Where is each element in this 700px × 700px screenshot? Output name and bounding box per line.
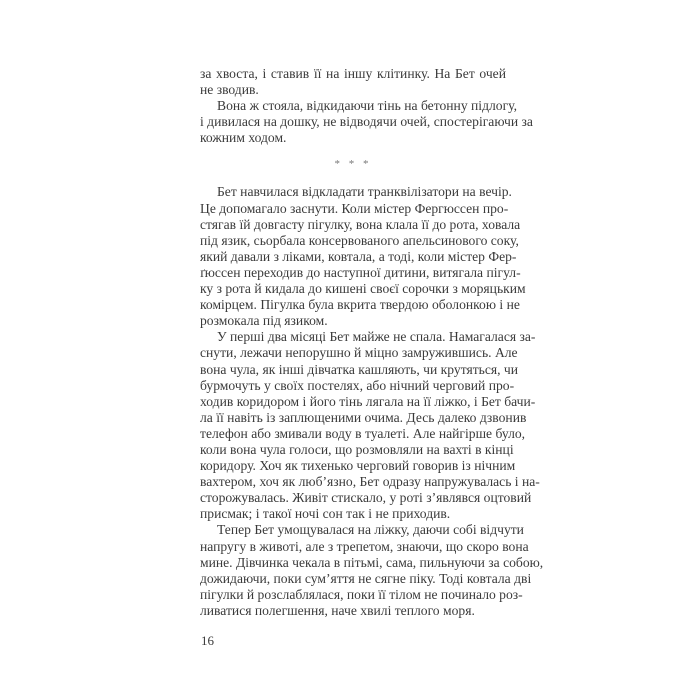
paragraph: [200, 522, 544, 619]
text-line: Це допомагало заснути. Коли містер Фергюссен про-: [200, 200, 509, 216]
text-line: снути, лежачи непорушно й міцно замружившись. Але: [200, 345, 518, 361]
text-line: який давали з ліками, ковтала, а тоді, коли містер Фер-: [200, 248, 517, 264]
paragraph: [200, 98, 533, 146]
text-line: присмак; і такої ночі сон так і не приходив.: [200, 506, 451, 522]
page-number: 16: [201, 633, 214, 648]
paragraph: [200, 66, 506, 98]
text-line: вона чула, як інші дівчатка кашляють, чи крутяться, чи: [200, 361, 519, 377]
text-line: Бет навчилася відкладати транквілізатори на вечір.: [217, 184, 512, 200]
text-line: пігулки й розслаблялася, поки її тілом не починало роз-: [200, 586, 523, 602]
text-line: за хвоста, і ставив її на іншу клітинку. На Бет очей: [200, 66, 506, 81]
paragraph: [200, 329, 540, 522]
text-line: розмокала під язиком.: [200, 313, 328, 329]
text-line: ходив коридором і його тінь лягала на її ліжко, і Бет бачи-: [200, 393, 536, 409]
paragraph: [200, 184, 526, 329]
text-line: ґюссен переходив до наступної дитини, витягала пігул-: [200, 264, 521, 280]
text-line: напругу в животі, але з трепетом, знаючи, що скоро вона: [200, 538, 529, 554]
text-line: У перші два місяці Бет майже не спала. Намагалася за-: [217, 329, 536, 345]
text-line: Вона ж стояла, відкидаючи тінь на бетонну підлогу,: [217, 98, 517, 114]
text-line: і дивилася на дошку, не відводячи очей, спостерігаючи за: [200, 114, 533, 130]
text-line: ла її навіть із заплющеними очима. Десь далеко дзвонив: [200, 409, 527, 425]
text-line: телефон або змивали воду в туалеті. Але найгірше було,: [200, 425, 526, 441]
text-line: дожидаючи, поки сум’яття не сягне піку. Тоді ковтала дві: [200, 570, 532, 586]
text-line: стягав їй довгасту пігулку, вона клала її до рота, ховала: [200, 216, 521, 232]
text-line: коли вона чула голоси, що розмовляли на вахті в кінці: [200, 441, 514, 457]
text-line: не зводив.: [200, 82, 259, 98]
text-line: вахтером, хоч як люб’язно, Бет одразу напружувалась і на-: [200, 474, 540, 490]
text-line: ку з рота й кидала до кишені своєї сорочки з моряцьким: [200, 281, 526, 297]
text-line: сторожувалась. Живіт стискало, у роті з’являвся оцтовий: [200, 490, 532, 506]
text-line: ливатися полегшення, наче хвилі теплого моря.: [200, 602, 475, 618]
text-line: кожним ходом.: [200, 130, 287, 146]
book-page-text: [200, 66, 544, 619]
section-separator: * * *: [334, 158, 372, 171]
text-line: Тепер Бет умощувалася на ліжку, даючи собі відчути: [217, 522, 524, 538]
text-line: бурмочуть у своїх постелях, або нічний черговий про-: [200, 377, 515, 393]
text-line: комірцем. Пігулка була вкрита твердою оболонкою і не: [200, 297, 520, 313]
text-line: мине. Дівчинка чекала в пітьмі, сама, пильнуючи за собою,: [200, 554, 544, 570]
text-line: коридору. Хоч як тихенько черговий говорив із нічним: [200, 458, 516, 474]
text-line: під язик, сьорбала консервованого апельсинового соку,: [200, 232, 519, 248]
